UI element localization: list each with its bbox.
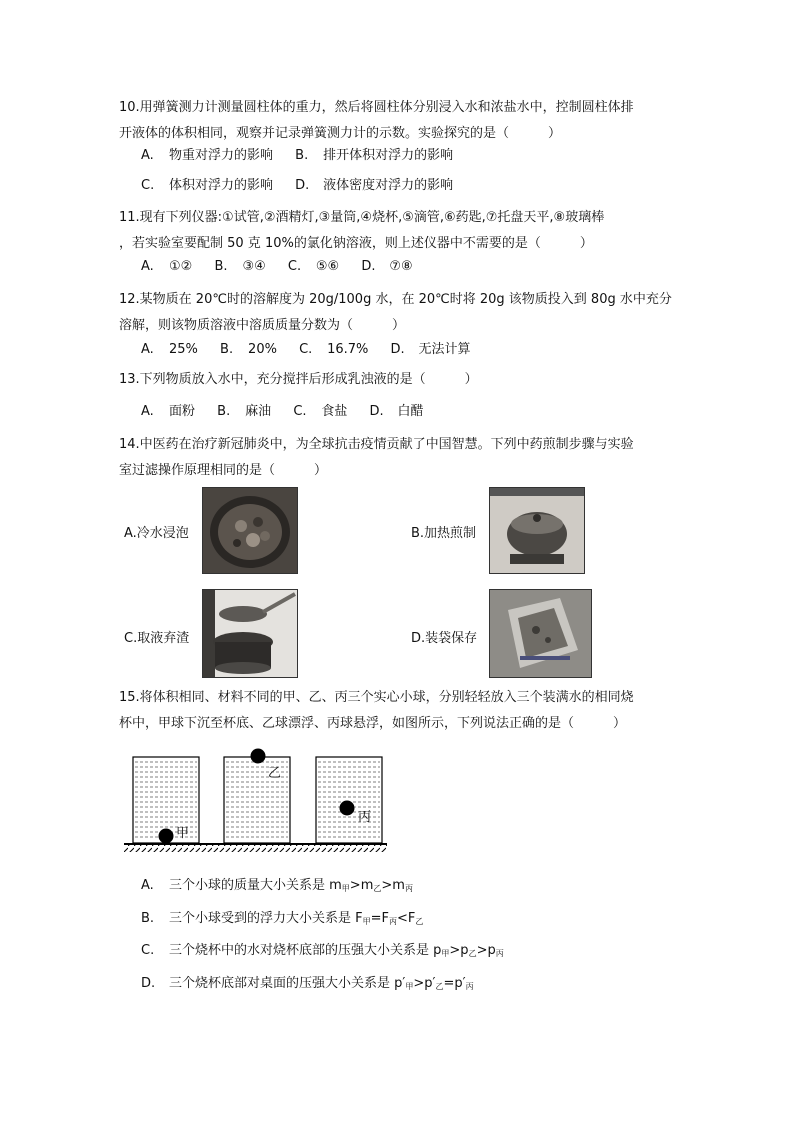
relation-symbol: = [443, 976, 455, 991]
subscript: 乙 [373, 884, 382, 893]
variable: p [487, 943, 496, 958]
option-text: 体积对浮力的影响 [169, 178, 274, 193]
option-label: A. [141, 259, 154, 274]
subscript: 丙 [465, 982, 474, 991]
option-text: ⑦⑧ [389, 259, 413, 274]
beakers-figure [122, 742, 392, 858]
subscript: 甲 [441, 949, 450, 958]
ball-bing [340, 801, 355, 816]
option-text: 16.7% [327, 342, 369, 357]
question-14-stem [119, 432, 679, 484]
question-11-stem [119, 205, 679, 257]
question-15-option-d [141, 974, 474, 997]
relation-symbol: > [476, 943, 488, 958]
decocting-photo [489, 487, 585, 574]
relation-symbol: > [449, 943, 461, 958]
option-b-label: B.加热煎制 [411, 526, 477, 541]
relation-symbol: > [413, 976, 425, 991]
subscript: 甲 [341, 884, 350, 893]
filtering-photo [202, 589, 298, 678]
question-12-options [141, 340, 471, 360]
question-text: ，若实验室要配制 50 克 10%的氯化钠溶液，则上述仪器中不需要的是（ ） [119, 236, 593, 251]
ball-yi [251, 749, 266, 764]
question-13-stem [119, 367, 679, 393]
subscript: 乙 [468, 949, 477, 958]
question-text: 14.中医药在治疗新冠肺炎中，为全球抗击疫情贡献了中国智慧。下列中药煎制步骤与实验 [119, 437, 634, 452]
option-text: 物重对浮力的影响 [169, 148, 274, 163]
question-10-stem [119, 95, 679, 147]
option-text: ③④ [242, 259, 266, 274]
subscript: 甲 [405, 982, 414, 991]
question-13-options [141, 402, 423, 422]
subscript: 丙 [404, 884, 413, 893]
option-text: 白醋 [397, 404, 424, 419]
question-10-options-ab [141, 146, 453, 166]
variable: m [392, 878, 405, 893]
question-text: 杯中，甲球下沉至杯底、乙球漂浮、丙球悬浮，如图所示，下列说法正确的是（ ） [119, 716, 627, 731]
option-label: C. [293, 404, 307, 419]
option-label: C. [141, 943, 155, 958]
option-text: 液体密度对浮力的影响 [323, 178, 454, 193]
question-12-stem [119, 287, 679, 339]
option-label: B. [295, 148, 309, 163]
relation-symbol: > [349, 878, 361, 893]
option-text: 排开体积对浮力的影响 [323, 148, 454, 163]
option-label: A. [141, 878, 154, 893]
variable: p [460, 943, 469, 958]
option-text: ①② [169, 259, 193, 274]
question-15-option-c [141, 941, 504, 964]
option-text: 无法计算 [418, 342, 471, 357]
subscript: 乙 [435, 982, 444, 991]
ball-bing-label: 丙 [358, 810, 372, 825]
subscript: 丙 [495, 949, 504, 958]
question-text: 开液体的体积相同，观察并记录弹簧测力计的示数。实验探究的是（ ） [119, 126, 562, 141]
variable: m [360, 878, 374, 893]
option-label: C. [141, 178, 155, 193]
relation-symbol: = [370, 911, 382, 926]
option-text: 食盐 [321, 404, 348, 419]
question-text: 12.某物质在 20℃时的溶解度为 20g/100g 水，在 20℃时将 20g 该物质投入到 80g 水中充分 [119, 292, 672, 307]
option-text: 三个小球受到的浮力大小关系是 F [169, 911, 363, 926]
question-text: 10.用弹簧测力计测量圆柱体的重力，然后将圆柱体分别浸入水和浓盐水中，控制圆柱体排 [119, 100, 634, 115]
soaking-photo [202, 487, 298, 574]
option-label: D. [295, 178, 310, 193]
option-label: D. [369, 404, 384, 419]
question-15-stem [119, 685, 679, 737]
option-label: A. [141, 148, 154, 163]
question-15-option-a [141, 876, 413, 899]
question-text: 室过滤操作原理相同的是（ ） [119, 463, 328, 478]
beaker-jia [133, 757, 199, 844]
option-label: A. [141, 342, 154, 357]
question-10-options-cd [141, 176, 453, 196]
subscript: 甲 [362, 917, 371, 926]
option-label: B. [214, 259, 228, 274]
question-text: 13.下列物质放入水中，充分搅拌后形成乳浊液的是（ ） [119, 372, 478, 387]
option-label: B. [217, 404, 231, 419]
variable: F [407, 911, 416, 926]
option-text: 三个烧杯中的水对烧杯底部的压强大小关系是 p [169, 943, 442, 958]
question-text: 溶解，则该物质溶液中溶质质量分数为（ ） [119, 318, 406, 333]
variable: F [381, 911, 390, 926]
relation-symbol: < [397, 911, 408, 926]
option-label: D. [390, 342, 405, 357]
option-text: 面粉 [169, 404, 196, 419]
option-label: D. [361, 259, 376, 274]
subscript: 乙 [415, 917, 424, 926]
bagging-photo [489, 589, 592, 678]
option-label: C. [287, 259, 302, 274]
option-d-label: D.装袋保存 [411, 631, 478, 646]
variable: p′ [454, 976, 466, 991]
question-text: 11.现有下列仪器:①试管,②酒精灯,③量筒,④烧杯,⑤滴管,⑥药匙,⑦托盘天平,⑧玻璃棒 [119, 210, 605, 225]
option-text: 麻油 [245, 404, 272, 419]
option-label: C. [299, 342, 313, 357]
option-label: A. [141, 404, 154, 419]
option-text: 三个烧杯底部对桌面的压强大小关系是 p′ [169, 976, 406, 991]
option-label: B. [141, 911, 155, 926]
option-a-label: A.冷水浸泡 [124, 526, 189, 541]
ball-jia [159, 829, 174, 844]
question-text: 15.将体积相同、材料不同的甲、乙、丙三个实心小球，分别轻轻放入三个装满水的相同烧 [119, 690, 634, 705]
variable: p′ [424, 976, 436, 991]
table-hatching [124, 845, 387, 852]
option-c-label: C.取液弃渣 [124, 631, 190, 646]
beaker-bing [316, 757, 382, 843]
option-text: 25% [169, 342, 198, 357]
ball-jia-label: 甲 [176, 826, 190, 841]
subscript: 丙 [389, 917, 398, 926]
question-11-options [141, 257, 413, 277]
option-text: 三个小球的质量大小关系是 m [169, 878, 342, 893]
option-label: D. [141, 976, 156, 991]
ball-yi-label: 乙 [268, 766, 282, 781]
question-15-option-b [141, 909, 423, 932]
option-label: B. [220, 342, 234, 357]
option-text: 20% [248, 342, 277, 357]
option-text: ⑤⑥ [315, 259, 340, 274]
relation-symbol: > [381, 878, 393, 893]
